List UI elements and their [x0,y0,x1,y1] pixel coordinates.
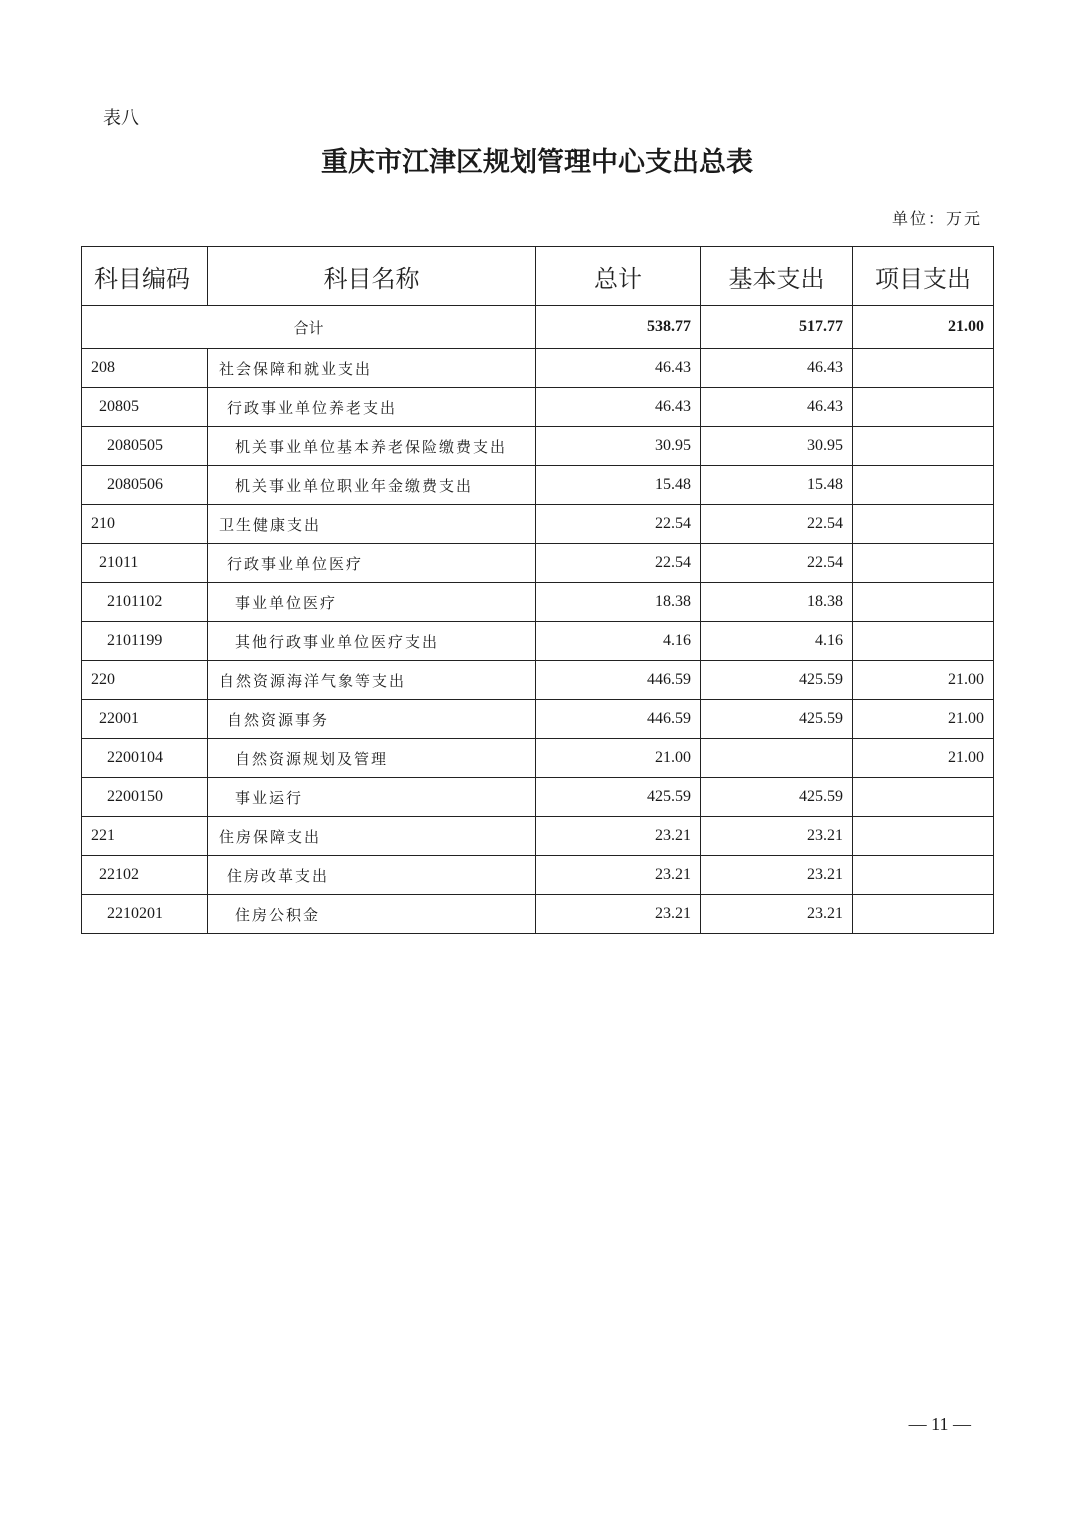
table-row [82,739,994,778]
table-header-row [82,247,994,306]
cell-code: 2210201 [82,895,208,934]
document-title: 重庆市江津区规划管理中心支出总表 [321,147,753,178]
column-header-total: 总计 [536,247,701,306]
cell-total: 18.38 [536,583,701,622]
table-row [82,349,994,388]
cell-code: 221 [82,817,208,856]
cell-name: 自然资源事务 [208,700,536,739]
cell-code: 210 [82,505,208,544]
table-row [82,778,994,817]
cell-total: 446.59 [536,700,701,739]
table-row [82,466,994,505]
cell-project [853,427,994,466]
table-row [82,505,994,544]
cell-name: 住房改革支出 [208,856,536,895]
cell-code: 2080506 [82,466,208,505]
cell-basic: 22.54 [701,505,853,544]
cell-code: 22001 [82,700,208,739]
unit-note: 单位：万元 [891,209,982,228]
cell-project [853,817,994,856]
cell-project [853,388,994,427]
cell-code: 22102 [82,856,208,895]
cell-total: 22.54 [536,505,701,544]
cell-total: 425.59 [536,778,701,817]
cell-basic: 22.54 [701,544,853,583]
cell-code: 2080505 [82,427,208,466]
cell-project [853,583,994,622]
cell-basic: 23.21 [701,817,853,856]
cell-basic: 18.38 [701,583,853,622]
cell-project [853,778,994,817]
cell-code: 208 [82,349,208,388]
cell-total: 46.43 [536,388,701,427]
expenditure-table [81,246,994,934]
table-row [82,817,994,856]
cell-code: 2101102 [82,583,208,622]
cell-name: 住房保障支出 [208,817,536,856]
cell-name: 自然资源规划及管理 [208,739,536,778]
table-row [82,856,994,895]
cell-project [853,544,994,583]
cell-project [853,622,994,661]
column-header-project: 项目支出 [853,247,994,306]
total-row [82,306,994,349]
table-row [82,895,994,934]
cell-basic: 425.59 [701,661,853,700]
cell-total: 15.48 [536,466,701,505]
cell-basic: 23.21 [701,895,853,934]
cell-project [853,856,994,895]
cell-project: 21.00 [853,700,994,739]
column-header-code: 科目编码 [82,247,208,306]
cell-basic: 15.48 [701,466,853,505]
total-sum: 538.77 [536,306,701,349]
cell-total: 4.16 [536,622,701,661]
total-project: 21.00 [853,306,994,349]
cell-code: 2101199 [82,622,208,661]
table-row [82,583,994,622]
table-label: 表八 [103,108,139,129]
cell-project [853,466,994,505]
cell-name: 机关事业单位职业年金缴费支出 [208,466,536,505]
cell-project [853,895,994,934]
cell-code: 21011 [82,544,208,583]
cell-total: 23.21 [536,895,701,934]
table-row [82,427,994,466]
cell-project: 21.00 [853,661,994,700]
cell-name: 事业单位医疗 [208,583,536,622]
total-label: 合计 [82,306,536,349]
cell-name: 住房公积金 [208,895,536,934]
cell-total: 22.54 [536,544,701,583]
cell-name: 自然资源海洋气象等支出 [208,661,536,700]
cell-code: 2200150 [82,778,208,817]
table-row [82,544,994,583]
cell-name: 其他行政事业单位医疗支出 [208,622,536,661]
cell-project: 21.00 [853,739,994,778]
cell-basic: 46.43 [701,349,853,388]
table-row [82,388,994,427]
column-header-name: 科目名称 [208,247,536,306]
cell-project [853,505,994,544]
cell-code: 20805 [82,388,208,427]
cell-total: 23.21 [536,856,701,895]
table-row [82,622,994,661]
total-basic: 517.77 [701,306,853,349]
cell-basic: 46.43 [701,388,853,427]
cell-total: 446.59 [536,661,701,700]
cell-basic: 4.16 [701,622,853,661]
cell-name: 卫生健康支出 [208,505,536,544]
cell-code: 2200104 [82,739,208,778]
cell-code: 220 [82,661,208,700]
cell-name: 行政事业单位养老支出 [208,388,536,427]
cell-name: 机关事业单位基本养老保险缴费支出 [208,427,536,466]
cell-basic: 30.95 [701,427,853,466]
cell-basic: 425.59 [701,778,853,817]
cell-total: 23.21 [536,817,701,856]
column-header-basic: 基本支出 [701,247,853,306]
cell-basic [701,739,853,778]
table-row [82,661,994,700]
cell-name: 社会保障和就业支出 [208,349,536,388]
cell-total: 46.43 [536,349,701,388]
cell-basic: 23.21 [701,856,853,895]
page-number: — 11 — [908,1414,971,1434]
cell-total: 21.00 [536,739,701,778]
cell-project [853,349,994,388]
cell-total: 30.95 [536,427,701,466]
table-row [82,700,994,739]
cell-name: 事业运行 [208,778,536,817]
cell-basic: 425.59 [701,700,853,739]
cell-name: 行政事业单位医疗 [208,544,536,583]
